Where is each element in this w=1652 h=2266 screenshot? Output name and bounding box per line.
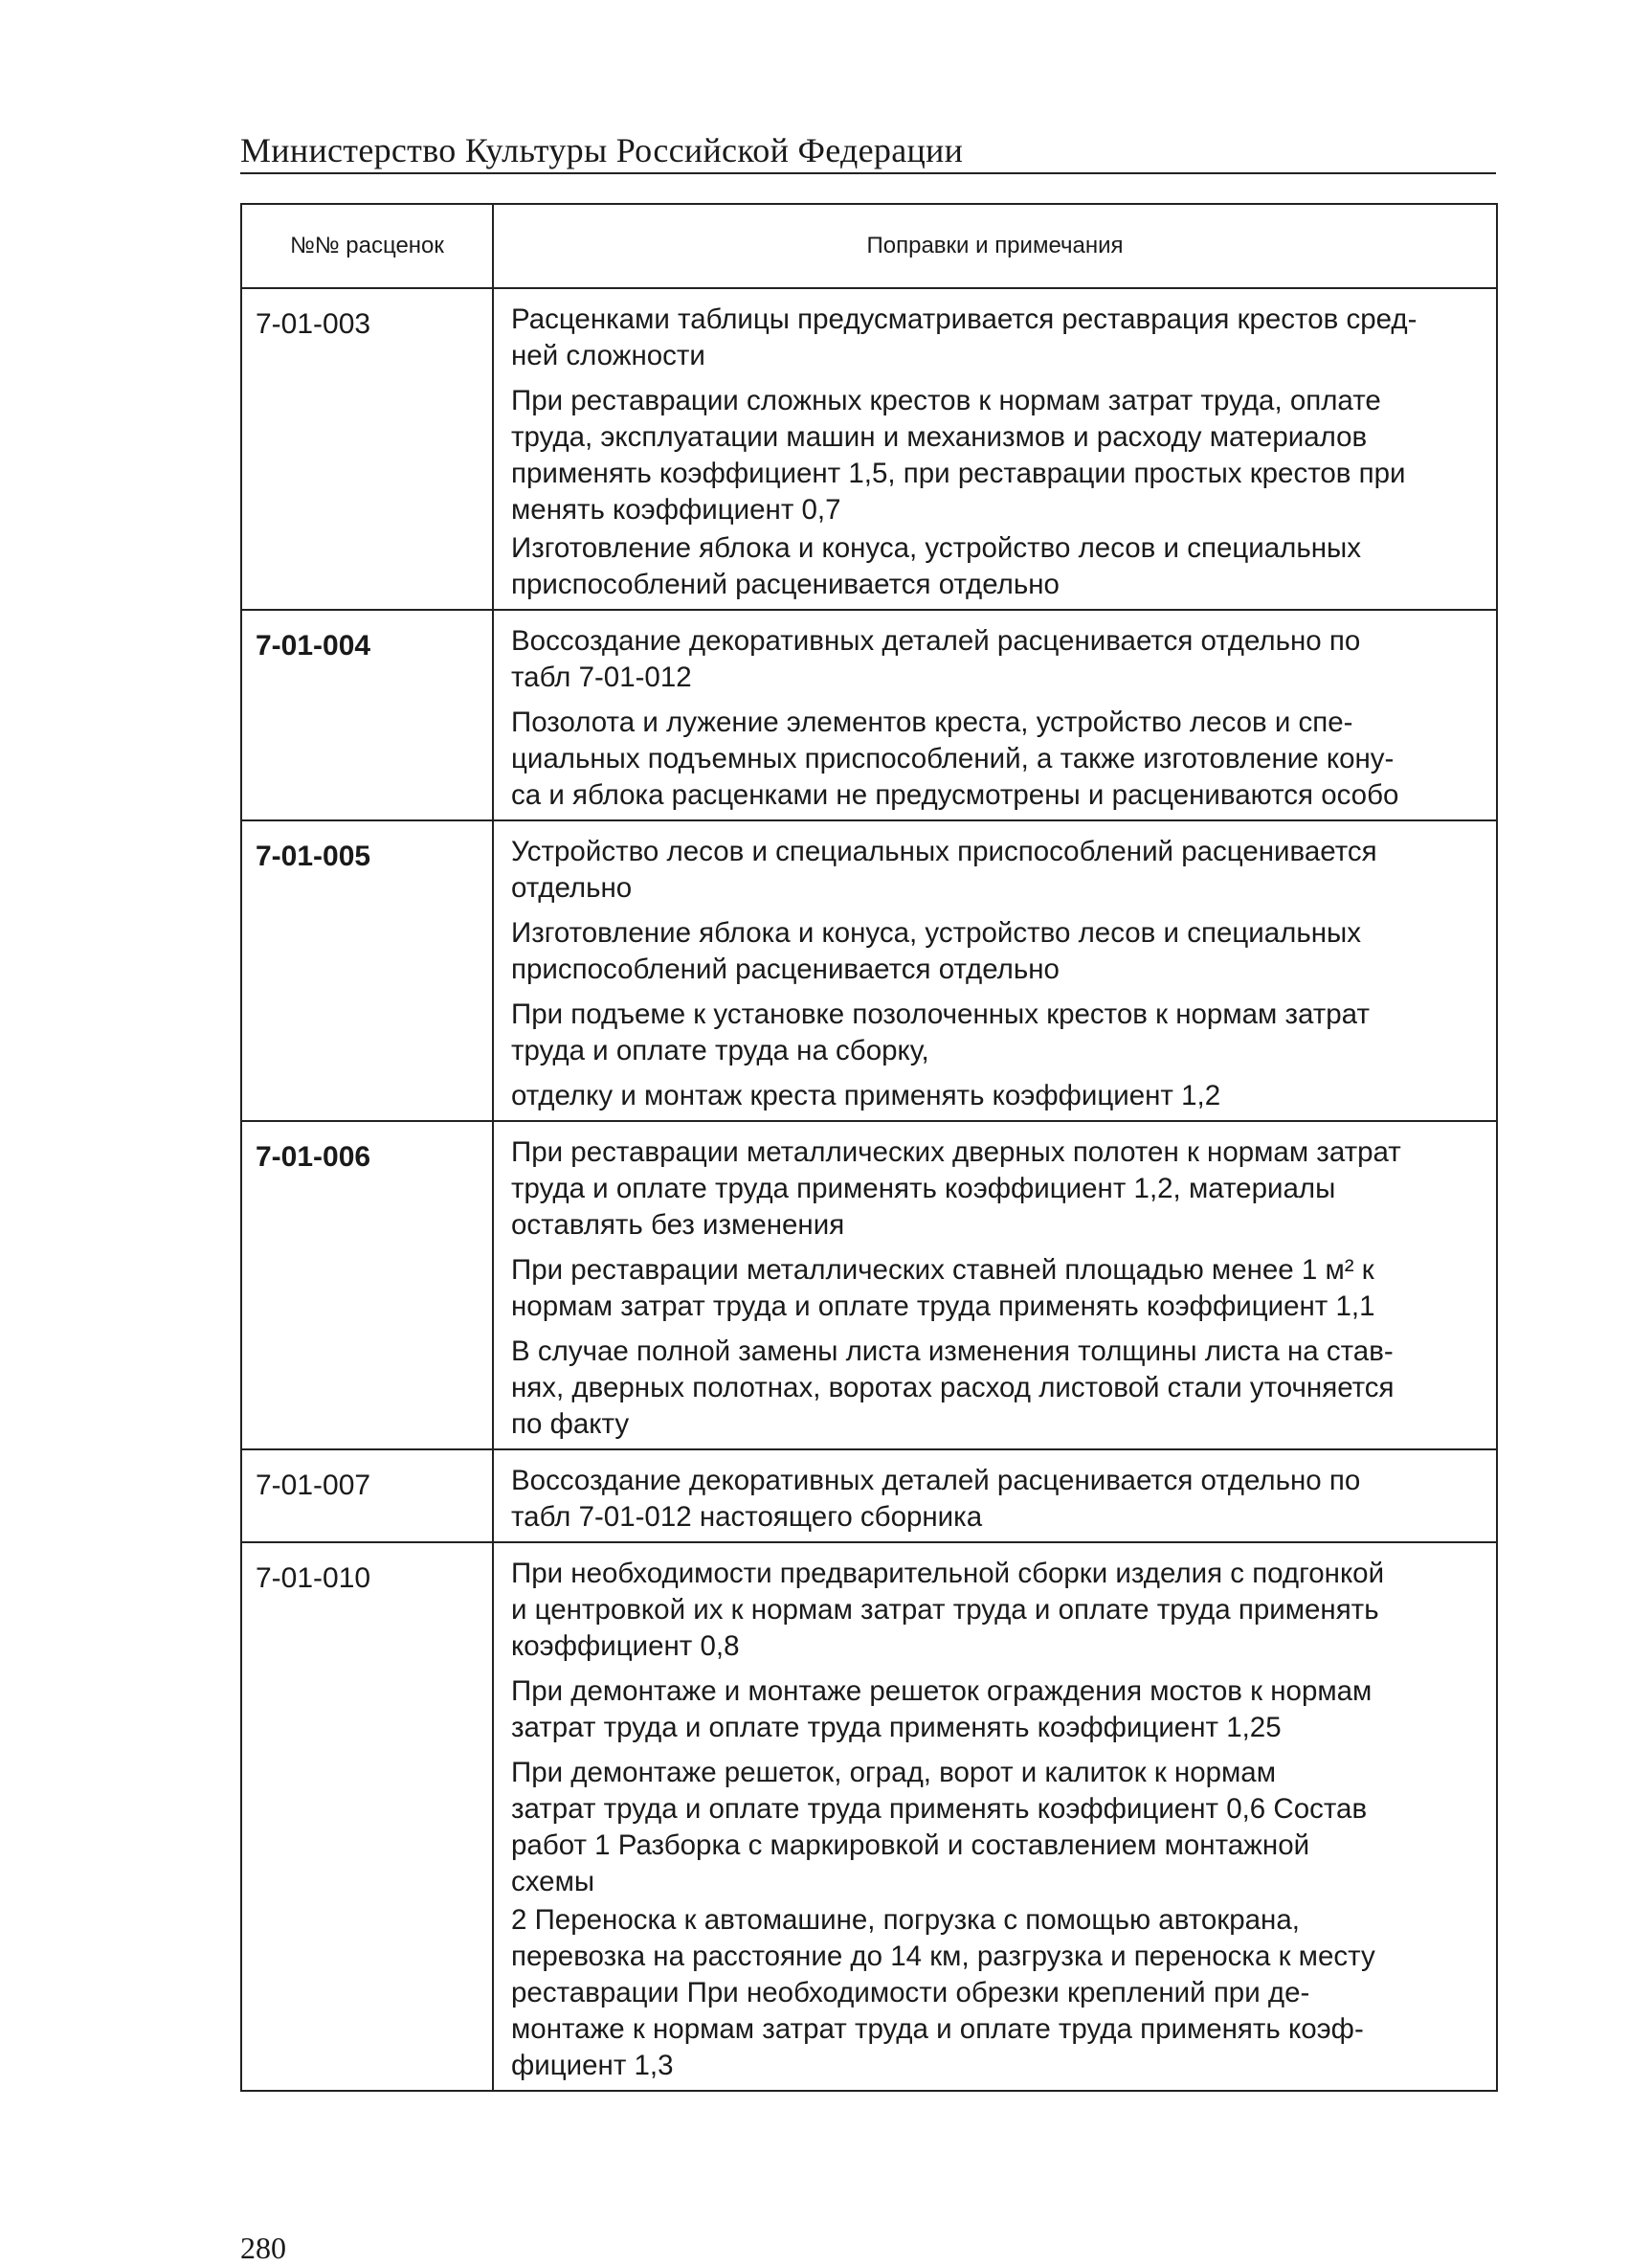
note-paragraph: При реставрации сложных крестов к нормам затрат труда, оплате труда, эксплуатации машин и механизмов и расходу материалов применять коэффициент 1,5, при реставрации простых крестов при менять коэффициент 0,7 — [511, 385, 1406, 526]
rate-notes — [493, 820, 1497, 1121]
table-row — [241, 288, 1497, 610]
page-number: 280 — [240, 2231, 286, 2265]
note-paragraph: 2 Переноска к автомашине, погрузка с помощью автокрана, перевозка на расстояние до 14 км, разгрузка и переноска к месту реставрации При необходимости обрезки креплений при де- монтаже к нормам затрат труда и оплате труда применять коэф- фициент 1,3 — [511, 1904, 1375, 2081]
page-header — [240, 123, 1496, 174]
rate-code: 7-01-006 — [241, 1121, 493, 1449]
note-paragraph: отделку и монтаж креста применять коэффициент 1,2 — [511, 1080, 1221, 1111]
page-header-title: Министерство Культуры Российской Федерации — [240, 131, 964, 169]
rate-notes — [493, 610, 1497, 820]
rate-code: 7-01-010 — [241, 1542, 493, 2091]
note-paragraph: При подъеме к установке позолоченных крестов к нормам затрат труда и оплате труда на сборку, — [511, 998, 1370, 1066]
note-paragraph: При реставрации металлических дверных полотен к нормам затрат труда и оплате труда применять коэффициент 1,2, материалы оставлять без изменения — [511, 1136, 1401, 1241]
rate-notes — [493, 1121, 1497, 1449]
rate-code: 7-01-005 — [241, 820, 493, 1121]
note-paragraph: Воссоздание декоративных деталей расценивается отдельно по табл 7-01-012 — [511, 625, 1361, 693]
rate-notes — [493, 1542, 1497, 2091]
note-paragraph: В случае полной замены листа изменения толщины листа на став- нях, дверных полотнах, воротах расход листовой стали уточняется по факту — [511, 1335, 1395, 1440]
table-row — [241, 1449, 1497, 1542]
note-paragraph: При необходимости предварительной сборки изделия с подгонкой и центровкой их к нормам затрат труда и оплате труда применять коэффициент 0,8 — [511, 1558, 1385, 1662]
table-row — [241, 820, 1497, 1121]
column-header-notes: Поправки и примечания — [493, 204, 1497, 288]
note-paragraph: Изготовление яблока и конуса, устройство лесов и специальных приспособлений расценивается отдельно — [511, 532, 1361, 600]
note-paragraph: Устройство лесов и специальных приспособлений расценивается отдельно — [511, 836, 1377, 904]
note-paragraph: При демонтаже и монтаже решеток ограждения мостов к нормам затрат труда и оплате труда применять коэффициент 1,25 — [511, 1675, 1373, 1743]
rate-code: 7-01-004 — [241, 610, 493, 820]
rate-code: 7-01-007 — [241, 1449, 493, 1542]
note-paragraph: Изготовление яблока и конуса, устройство лесов и специальных приспособлений расценивается отдельно — [511, 917, 1361, 985]
note-paragraph: При реставрации металлических ставней площадью менее 1 м² к нормам затрат труда и оплате труда применять коэффициент 1,1 — [511, 1254, 1375, 1322]
table-header-row — [241, 204, 1497, 288]
column-header-code: №№ расценок — [241, 204, 493, 288]
note-paragraph: Воссоздание декоративных деталей расценивается отдельно по табл 7-01-012 настоящего сборника — [511, 1465, 1361, 1533]
table-row — [241, 1542, 1497, 2091]
table-row — [241, 610, 1497, 820]
note-paragraph: Расценками таблицы предусматривается реставрация крестов сред- ней сложности — [511, 303, 1418, 371]
note-paragraph: Позолота и лужение элементов креста, устройство лесов и спе- циальных подъемных приспособлений, а также изготовление кону- са и яблока расценками не предусмотрены и расцениваются особо — [511, 707, 1399, 811]
rate-notes — [493, 288, 1497, 610]
rate-code: 7-01-003 — [241, 288, 493, 610]
table-row — [241, 1121, 1497, 1449]
rates-table — [240, 203, 1498, 2092]
note-paragraph: При демонтаже решеток, оград, ворот и калиток к нормам затрат труда и оплате труда применять коэффициент 0,6 Состав работ 1 Разборка с маркировкой и составлением монтажной схемы — [511, 1757, 1368, 1897]
rate-notes — [493, 1449, 1497, 1542]
